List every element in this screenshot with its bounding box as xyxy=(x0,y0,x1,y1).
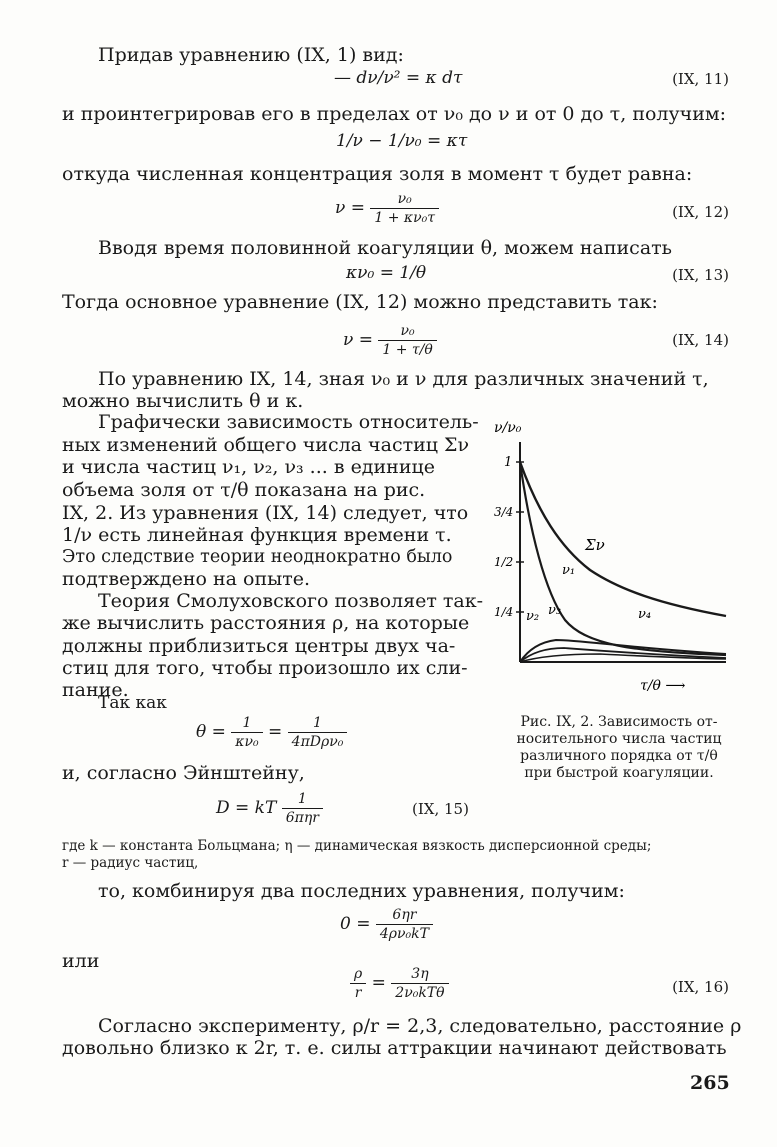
caption-line: различного порядка от τ/θ xyxy=(520,748,718,764)
numerator: ν₀ xyxy=(370,190,439,209)
graph-text-line: Графически зависимость относитель- xyxy=(98,411,479,433)
figure-y-axis-label: ν/ν₀ xyxy=(494,420,522,436)
equation-combined xyxy=(340,906,433,943)
numerator: 1 xyxy=(288,714,348,733)
equation-number-ix-15: (IX, 15) xyxy=(412,800,469,818)
theory-text-line: стиц для того, чтобы произошло их сли- xyxy=(62,657,468,679)
figure-ix-2-graph xyxy=(490,412,740,704)
equation-lhs: θ = xyxy=(196,722,226,742)
graph-text-line: подтверждено на опыте. xyxy=(62,568,311,590)
paragraph-compute-line1: По уравнению IX, 14, зная ν₀ и ν для различных значений τ, xyxy=(98,368,709,390)
denominator: 1 + τ/θ xyxy=(382,342,433,358)
equation-ix-11: — dν/ν² = κ dτ xyxy=(334,68,463,88)
equation-lhs: 0 = xyxy=(340,914,371,934)
curve-label: ν₃ xyxy=(548,603,562,618)
graph-text-line: 1/ν есть линейная функция времени τ. xyxy=(62,524,452,546)
fraction xyxy=(370,190,439,227)
paragraph-compute-line2: можно вычислить θ и κ. xyxy=(62,390,304,412)
denominator: 6πηr xyxy=(285,810,319,826)
figure-x-axis-label: τ/θ ⟶ xyxy=(640,678,686,694)
numerator: 1 xyxy=(231,714,262,733)
equation-ix-16 xyxy=(350,965,449,1002)
y-tick-label: 1/4 xyxy=(494,605,514,619)
equation-theta xyxy=(196,714,347,751)
equation-integrated: 1/ν − 1/ν₀ = κτ xyxy=(336,131,468,151)
curve-label: ν₂ xyxy=(526,609,540,624)
graph-text-line: объема золя от τ/θ показана на рис. xyxy=(62,479,426,501)
paragraph-intro: Придав уравнению (IX, 1) вид: xyxy=(98,44,404,66)
equation-number-ix-14: (IX, 14) xyxy=(672,331,729,349)
numerator: 3η xyxy=(391,965,448,984)
paragraph-combine: то, комбинируя два последних уравнения, получим: xyxy=(98,880,625,902)
denominator: 2ν₀kTθ xyxy=(395,985,445,1001)
equation-number-ix-16: (IX, 16) xyxy=(672,978,729,996)
caption-line: Рис. IX, 2. Зависимость от- xyxy=(520,714,718,730)
theory-text-line: должны приблизиться центры двух ча- xyxy=(62,635,456,657)
theory-text-line: пание. xyxy=(62,679,129,701)
paragraph-einstein: и, согласно Эйнштейну, xyxy=(62,762,305,784)
y-tick-label: 1/2 xyxy=(494,555,514,569)
numerator: 6ηr xyxy=(376,906,433,925)
fraction xyxy=(288,714,348,751)
caption-line: при быстрой коагуляции. xyxy=(524,765,714,781)
equation-number-ix-11: (IX, 11) xyxy=(672,70,729,88)
graph-text-line: ных изменений общего числа частиц Σν xyxy=(62,434,469,456)
equation-ix-15 xyxy=(216,790,323,827)
fraction xyxy=(378,322,436,359)
paragraph-or: или xyxy=(62,950,100,972)
page-number: 265 xyxy=(690,1072,730,1094)
numerator: ν₀ xyxy=(378,322,436,341)
fraction xyxy=(231,714,262,751)
denominator: κν₀ xyxy=(235,734,259,750)
theory-text-line: Теория Смолуховского позволяет так- xyxy=(98,590,484,612)
fraction xyxy=(282,790,323,827)
curve-nu4 xyxy=(520,654,726,662)
numerator: ρ xyxy=(350,965,366,984)
denominator: 4ρν₀kT xyxy=(379,926,429,942)
paragraph-experiment-line2: довольно близко к 2r, т. е. силы аттракции начинают действовать xyxy=(62,1037,727,1059)
paragraph-since: Так как xyxy=(98,693,167,713)
paragraph-half-coagulation: Вводя время половинной коагуляции θ, можем написать xyxy=(98,237,673,259)
graph-text-line: Это следствие теории неоднократно было xyxy=(62,547,453,567)
y-tick-label: 3/4 xyxy=(494,505,514,519)
equation-ix-14 xyxy=(343,322,437,359)
y-tick-label: 1 xyxy=(504,455,513,470)
equals-sign: = xyxy=(268,722,283,742)
equation-ix-12 xyxy=(335,190,439,227)
denominator: 4πDρν₀ xyxy=(291,734,344,750)
curve-nu1 xyxy=(520,462,726,655)
graph-text-line: и числа частиц ν₁, ν₂, ν₃ ... в единице xyxy=(62,456,435,478)
curve-label: ν₁ xyxy=(562,563,576,578)
fraction xyxy=(391,965,448,1002)
numerator: 1 xyxy=(282,790,323,809)
theory-text-line: же вычислить расстояния ρ, на которые xyxy=(62,612,470,634)
equation-lhs: ν = xyxy=(335,198,365,218)
fraction xyxy=(376,906,433,943)
equation-number-ix-12: (IX, 12) xyxy=(672,203,729,221)
fraction xyxy=(350,965,366,1002)
curve-label: ν₄ xyxy=(638,607,652,622)
paragraph-experiment-line1: Согласно эксперименту, ρ/r = 2,3, следовательно, расстояние ρ xyxy=(98,1015,742,1037)
paragraph-basic-equation: Тогда основное уравнение (IX, 12) можно представить так: xyxy=(62,291,658,313)
paragraph-concentration: откуда численная концентрация золя в момент τ будет равна: xyxy=(62,163,693,185)
curve-label: Σν xyxy=(585,536,605,554)
footnote-line2: r — радиус частиц, xyxy=(62,855,199,871)
equation-lhs: D = kT xyxy=(216,798,277,818)
equation-lhs: ν = xyxy=(343,330,373,350)
caption-line: носительного числа частиц xyxy=(516,731,722,747)
paragraph-integration: и проинтегрировав его в пределах от ν₀ до ν и от 0 до τ, получим: xyxy=(62,103,727,125)
equals-sign: = xyxy=(371,973,386,993)
figure-caption xyxy=(496,714,742,782)
equation-ix-13: κν₀ = 1/θ xyxy=(346,263,427,283)
denominator: 1 + κν₀τ xyxy=(374,210,435,226)
footnote-line1: где k — константа Больцмана; η — динамическая вязкость дисперсионной среды; xyxy=(62,838,652,854)
graph-text-line: IX, 2. Из уравнения (IX, 14) следует, что xyxy=(62,502,469,524)
denominator: r xyxy=(354,985,362,1001)
equation-number-ix-13: (IX, 13) xyxy=(672,266,729,284)
